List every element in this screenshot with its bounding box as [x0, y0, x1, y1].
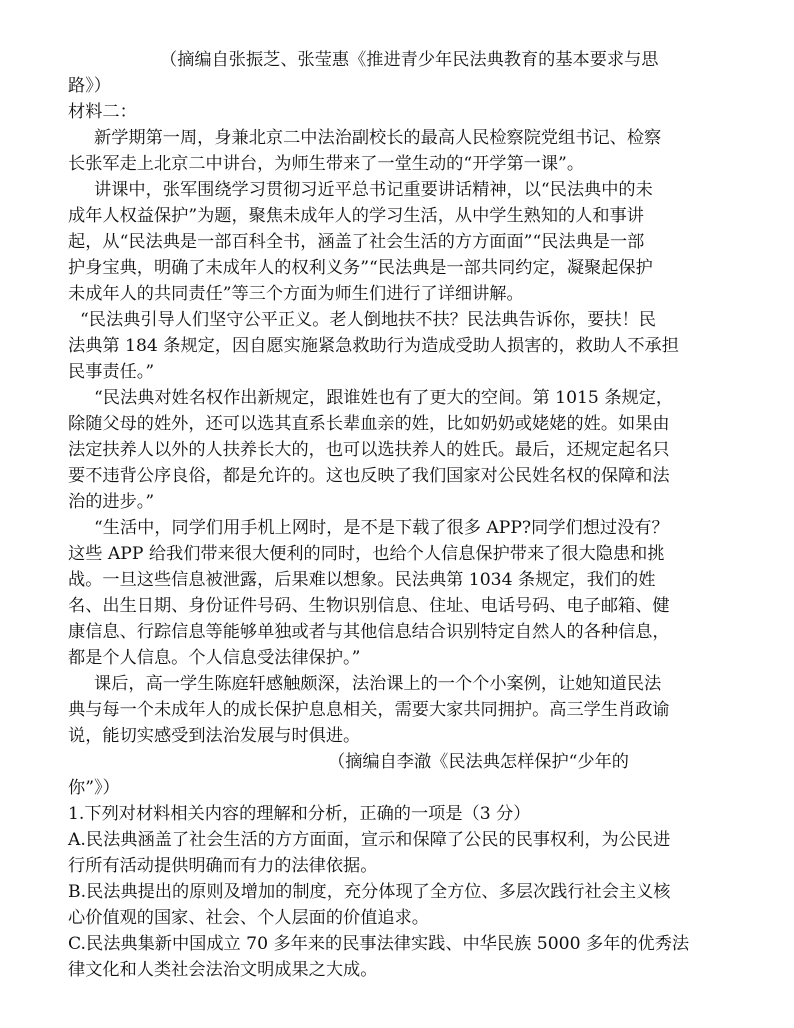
paragraph-3-line: 民事责任。”	[68, 362, 155, 382]
paragraph-3-line: “民法典引导人们坚守公平正义。老人倒地扶不扶？民法典告诉你，要扶！民	[80, 310, 656, 330]
paragraph-5-line: 名、出生日期、身份证件号码、生物识别信息、住址、电话号码、电子邮箱、健	[68, 596, 670, 616]
paragraph-2-line: 起，从“民法典是一部百科全书，涵盖了社会生活的方方面面”“民法典是一部	[68, 232, 645, 252]
paragraph-6-line: 典与每一个未成年人的成长保护息息相关，需要大家共同拥护。高三学生肖政谕	[68, 700, 670, 720]
paragraph-4-line: “民法典对姓名权作出新规定，跟谁姓也有了更大的空间。第 1015 条规定，	[94, 388, 674, 408]
source-citation-1-cont: 路》）	[68, 76, 111, 96]
paragraph-3-line: 法典第 184 条规定，因自愿实施紧急救助行为造成受助人损害的，救助人不承担	[68, 336, 679, 356]
paragraph-6-line: 说，能切实感受到法治发展与时俱进。	[68, 726, 361, 746]
paragraph-2-line: 护身宝典，明确了未成年人的权利义务”“民法典是一部共同约定，凝聚起保护	[68, 258, 653, 278]
paragraph-5-line: 康信息、行踪信息等能够单独或者与其他信息结合识别特定自然人的各种信息，	[68, 622, 670, 642]
paragraph-1-line: 长张军走上北京二中讲台，为师生带来了一堂生动的“开学第一课”。	[68, 154, 585, 174]
option-b-line: B.民法典提出的原则及增加的制度，充分体现了全方位、多层次践行社会主义核	[68, 882, 671, 902]
source-citation-1: （摘编自张振芝、张莹惠《推进青少年民法典教育的基本要求与思	[160, 50, 659, 70]
paragraph-5-line: “生活中，同学们用手机上网时，是不是下载了很多 APP?同学们想过没有？	[94, 518, 669, 538]
option-c-line: 律文化和人类社会法治文明成果之大成。	[68, 960, 378, 980]
paragraph-2-line: 讲课中，张军围绕学习贯彻习近平总书记重要讲话精神，以“民法典中的未	[94, 180, 653, 200]
option-b-line: 心价值观的国家、社会、个人层面的价值追求。	[68, 908, 429, 928]
paragraph-6-line: 课后，高一学生陈庭轩感触颇深，法治课上的一个个小案例，让她知道民法	[94, 674, 662, 694]
paragraph-1-line: 新学期第一周，身兼北京二中法治副校长的最高人民检察院党组书记、检察	[94, 128, 662, 148]
paragraph-5-line: 战。一旦这些信息被泄露，后果难以想象。民法典第 1034 条规定，我们的姓	[68, 570, 656, 590]
source-citation-2: （摘编自李澈《民法典怎样保护“少年的	[328, 752, 629, 772]
paragraph-4-line: 治的进步。”	[68, 492, 155, 512]
paragraph-2-line: 未成年人的共同责任”等三个方面为师生们进行了详细讲解。	[68, 284, 524, 304]
paragraph-2-line: 成年人权益保护”为题，聚焦未成年人的学习生活，从中学生熟知的人和事讲	[68, 206, 644, 226]
paragraph-4-line: 要不违背公序良俗，都是允许的。这也反映了我们国家对公民姓名权的保障和法	[68, 466, 670, 486]
material-heading: 材料二：	[68, 102, 137, 122]
paragraph-4-line: 除随父母的姓外，还可以选其直系长辈血亲的姓，比如奶奶或姥姥的姓。如果由	[68, 414, 670, 434]
source-citation-2-cont: 你”》）	[68, 778, 120, 798]
option-a-line: 行所有活动提供明确而有力的法律依据。	[68, 856, 378, 876]
paragraph-4-line: 法定扶养人以外的人扶养长大的，也可以选扶养人的姓氏。最后，还规定起名只	[68, 440, 670, 460]
option-c-line: C.民法典集新中国成立 70 多年来的民事法律实践、中华民族 5000 多年的优秀法	[68, 934, 690, 954]
paragraph-5-line: 这些 APP 给我们带来很大便利的同时，也给个人信息保护带来了很大隐患和挑	[68, 544, 665, 564]
option-a-line: A.民法典涵盖了社会生活的方方面面，宣示和保障了公民的民事权利，为公民进	[68, 830, 671, 850]
question-stem: 1.下列对材料相关内容的理解和分析，正确的一项是（3 分）	[68, 804, 531, 824]
paragraph-5-line: 都是个人信息。个人信息受法律保护。”	[68, 648, 361, 668]
